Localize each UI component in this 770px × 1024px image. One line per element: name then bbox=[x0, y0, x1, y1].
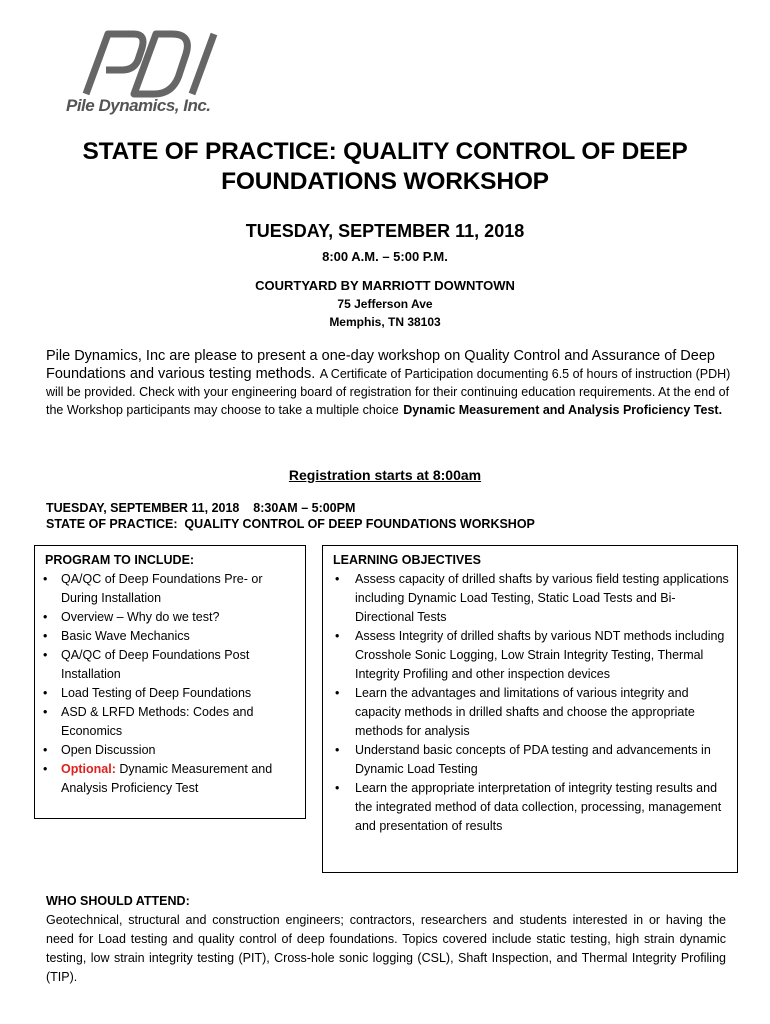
list-item-text: Assess Integrity of drilled shafts by various NDT methods including Crosshole Sonic Logging, Low Strain Integrity Testing, Thermal Integrity Profiling and other inspection devices bbox=[355, 629, 725, 681]
list-item-text: Learn the advantages and limitations of various integrity and capacity methods in drilled shafts and choose the appropriate methods for analysis bbox=[355, 686, 695, 738]
event-date: TUESDAY, SEPTEMBER 11, 2018 bbox=[245, 221, 525, 241]
workshop-line: STATE OF PRACTICE: QUALITY CONTROL OF DEEP FOUNDATIONS WORKSHOP bbox=[46, 517, 535, 531]
list-item-optional bbox=[43, 760, 301, 798]
list-item bbox=[43, 627, 301, 646]
event-venue: COURTYARD BY MARRIOTT DOWNTOWN bbox=[255, 278, 515, 293]
list-item-text: Understand basic concepts of PDA testing and advancements in Dynamic Load Testing bbox=[355, 743, 711, 776]
list-item-text: Learn the appropriate interpretation of integrity testing results and the integrated method of data collection, processing, management and presentation of results bbox=[355, 781, 722, 833]
who-should-attend-text: Geotechnical, structural and construction engineers; contractors, researchers and students interested in or having the need for Load testing and quality control of deep foundations. Topics covered include static testing, high strain dynamic testing, low strain integrity testing (PIT), Cross-hole sonic logging (CSL), Shaft Inspection, and Thermal Integrity Profiling (TIP). bbox=[46, 913, 726, 984]
list-item bbox=[333, 741, 731, 779]
list-item bbox=[43, 684, 301, 703]
bullet-icon: • bbox=[43, 762, 48, 776]
list-item-text: Load Testing of Deep Foundations bbox=[61, 686, 252, 700]
pdi-logo bbox=[62, 28, 222, 128]
list-item bbox=[43, 741, 301, 760]
list-item bbox=[333, 570, 731, 627]
company-name: Pile Dynamics, Inc. bbox=[66, 96, 211, 115]
program-list bbox=[43, 570, 301, 798]
list-item bbox=[333, 627, 731, 684]
list-item-text: QA/QC of Deep Foundations Post Installation bbox=[61, 648, 250, 681]
who-should-attend-title: WHO SHOULD ATTEND: bbox=[46, 894, 190, 908]
event-time: 8:00 A.M. – 5:00 P.M. bbox=[322, 249, 448, 264]
list-item-text: Open Discussion bbox=[61, 743, 156, 757]
intro-paragraph bbox=[46, 347, 736, 419]
list-item-text: ASD & LRFD Methods: Codes and Economics bbox=[61, 705, 254, 738]
pdi-logo-mark bbox=[72, 28, 222, 98]
bullet-icon: • bbox=[43, 743, 48, 757]
page-title: STATE OF PRACTICE: QUALITY CONTROL OF DEEP FOUNDATIONS WORKSHOP bbox=[82, 138, 688, 195]
list-item bbox=[43, 608, 301, 627]
bullet-icon: • bbox=[43, 629, 48, 643]
program-box bbox=[34, 545, 306, 819]
bullet-icon: • bbox=[43, 572, 48, 586]
list-item bbox=[43, 646, 301, 684]
bullet-icon: • bbox=[43, 610, 48, 624]
bullet-icon: • bbox=[335, 743, 340, 757]
bullet-icon: • bbox=[43, 705, 48, 719]
bullet-icon: • bbox=[43, 648, 48, 662]
list-item bbox=[43, 703, 301, 741]
objectives-box bbox=[322, 545, 738, 873]
bullet-icon: • bbox=[335, 629, 340, 643]
optional-text: Dynamic Measurement and Analysis Proficiency Test bbox=[61, 762, 273, 795]
bullet-icon: • bbox=[335, 781, 340, 795]
list-item-text: QA/QC of Deep Foundations Pre- or During Installation bbox=[61, 572, 263, 605]
bullet-icon: • bbox=[43, 686, 48, 700]
venue-street: 75 Jefferson Ave bbox=[337, 297, 433, 311]
program-title: PROGRAM TO INCLUDE: bbox=[45, 553, 195, 567]
registration-note: Registration starts at 8:00am bbox=[288, 467, 482, 483]
schedule-line: TUESDAY, SEPTEMBER 11, 2018 8:30AM – 5:00PM bbox=[46, 501, 356, 515]
optional-label: Optional: bbox=[61, 762, 116, 776]
objectives-title: LEARNING OBJECTIVES bbox=[333, 553, 481, 567]
list-item bbox=[333, 779, 731, 836]
bullet-icon: • bbox=[335, 686, 340, 700]
list-item-text: Overview – Why do we test? bbox=[61, 610, 220, 624]
bullet-icon: • bbox=[335, 572, 340, 586]
venue-city: Memphis, TN 38103 bbox=[329, 315, 441, 329]
list-item bbox=[43, 570, 301, 608]
intro-part3: Dynamic Measurement and Analysis Proficiency Test. bbox=[403, 403, 723, 417]
objectives-list bbox=[333, 570, 731, 836]
list-item-text: Basic Wave Mechanics bbox=[61, 629, 190, 643]
intro-part2: A Certificate of Participation documenting 6.5 of hours of instruction (PDH) will be provided. Check with your engineering board of registration for their continuing education requirements. At the end of the Workshop participants may choose to take a multiple choice bbox=[46, 367, 731, 417]
intro-part1: Pile Dynamics, Inc are please to present a one-day workshop on Quality Control and Assurance of Deep Foundations and various testing methods. bbox=[46, 348, 715, 382]
list-item bbox=[333, 684, 731, 741]
list-item-text: Assess capacity of drilled shafts by various field testing applications including Dynamic Load Testing, Static Load Tests and Bi-Directional Tests bbox=[355, 572, 729, 624]
